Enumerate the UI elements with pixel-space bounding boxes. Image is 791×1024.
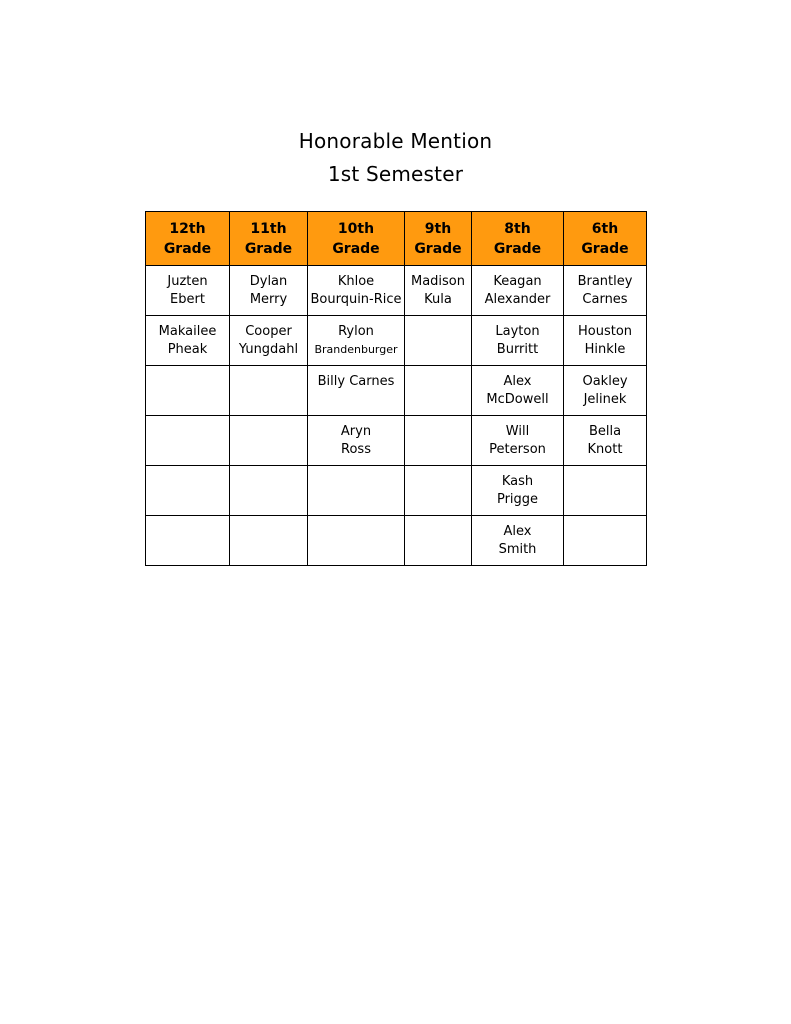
- table-cell-empty: [405, 316, 472, 366]
- table-cell: Rylon Brandenburger: [308, 316, 405, 366]
- table-cell: Houston Hinkle: [564, 316, 647, 366]
- table-cell-empty: [564, 466, 647, 516]
- table-cell-empty: [564, 516, 647, 566]
- table-cell: Aryn Ross: [308, 416, 405, 466]
- table-cell-empty: [405, 416, 472, 466]
- table-cell-empty: [146, 516, 230, 566]
- table-cell-empty: [405, 366, 472, 416]
- header-12th-grade: 12th Grade: [146, 212, 230, 266]
- table-cell-empty: [230, 466, 308, 516]
- table-row: [146, 316, 647, 366]
- table-cell-empty: [405, 516, 472, 566]
- table-row: [146, 416, 647, 466]
- table-cell-empty: [146, 366, 230, 416]
- table-cell: Juzten Ebert: [146, 266, 230, 316]
- table-cell: Bella Knott: [564, 416, 647, 466]
- table-cell: Oakley Jelinek: [564, 366, 647, 416]
- table-cell: Brantley Carnes: [564, 266, 647, 316]
- table-cell: Alex Smith: [472, 516, 564, 566]
- table-row: [146, 366, 647, 416]
- table-cell: Keagan Alexander: [472, 266, 564, 316]
- table-row: [146, 516, 647, 566]
- table-cell: Madison Kula: [405, 266, 472, 316]
- table-cell: Layton Burritt: [472, 316, 564, 366]
- table-cell-empty: [146, 416, 230, 466]
- table-row: [146, 266, 647, 316]
- table-cell: Kash Prigge: [472, 466, 564, 516]
- honor-roll-table: [145, 211, 647, 566]
- table-cell-empty: [230, 416, 308, 466]
- table-cell-empty: [308, 516, 405, 566]
- table-cell-empty: [230, 516, 308, 566]
- header-6th-grade: 6th Grade: [564, 212, 647, 266]
- page-title: Honorable Mention: [298, 129, 493, 153]
- table-cell-empty: [230, 366, 308, 416]
- table-cell: Makailee Pheak: [146, 316, 230, 366]
- table-cell: Billy Carnes: [308, 366, 405, 416]
- table-cell: Will Peterson: [472, 416, 564, 466]
- table-row: [146, 466, 647, 516]
- table-cell-empty: [146, 466, 230, 516]
- table-cell: Alex McDowell: [472, 366, 564, 416]
- table-header-row: [146, 212, 647, 266]
- table-cell-empty: [308, 466, 405, 516]
- header-10th-grade: 10th Grade: [308, 212, 405, 266]
- page-subtitle: 1st Semester: [327, 162, 464, 186]
- table-cell: Cooper Yungdahl: [230, 316, 308, 366]
- table-cell: Khloe Bourquin-Rice: [308, 266, 405, 316]
- table-cell-empty: [405, 466, 472, 516]
- header-8th-grade: 8th Grade: [472, 212, 564, 266]
- header-9th-grade: 9th Grade: [405, 212, 472, 266]
- table-cell: Dylan Merry: [230, 266, 308, 316]
- header-11th-grade: 11th Grade: [230, 212, 308, 266]
